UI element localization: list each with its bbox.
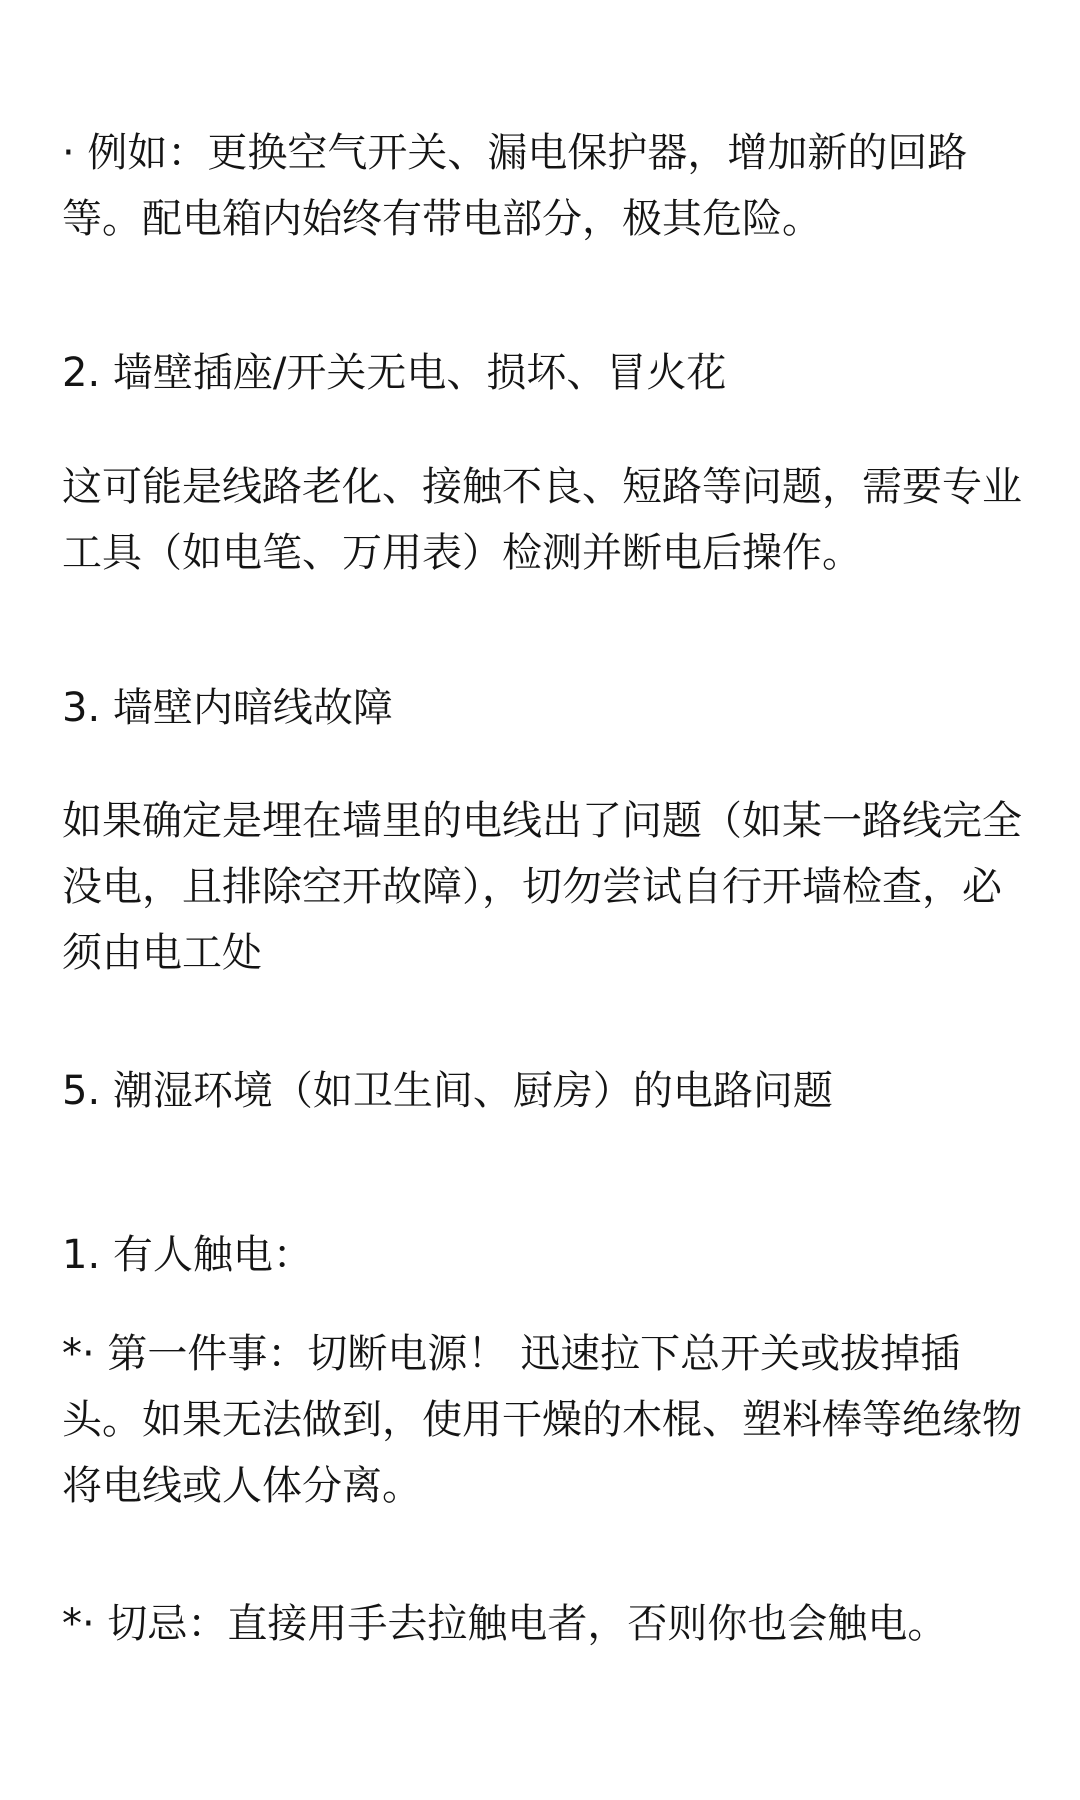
paragraph-cut-power-first: *· 第一件事：切断电源！ 迅速拉下总开关或拔掉插头。如果无法做到，使用干燥的木棍、塑料棒等绝缘物将电线或人体分离。 [62,1331,1022,1509]
heading-wall-socket-issues: 2. 墙壁插座/开关无电、损坏、冒火花 [62,350,727,396]
paragraph-example-replace-breaker: · 例如：更换空气开关、漏电保护器，增加新的回路等。配电箱内始终有带电部分，极其危险。 [62,130,968,242]
heading-hidden-wire-fault: 3. 墙壁内暗线故障 [62,685,393,731]
heading-electric-shock: 1. 有人触电： [62,1232,313,1278]
paragraph-hidden-wire-advice: 如果确定是埋在墙里的电线出了问题（如某一路线完全没电，且排除空开故障），切勿尝试自行开墙检查，必须由电工处 [62,798,1022,976]
heading-humid-environment: 5. 潮湿环境（如卫生间、厨房）的电路问题 [62,1068,833,1114]
paragraph-socket-causes: 这可能是线路老化、接触不良、短路等问题，需要专业工具（如电笔、万用表）检测并断电后操作。 [62,464,1022,576]
paragraph-do-not-touch: *· 切忌：直接用手去拉触电者，否则你也会触电。 [62,1601,948,1647]
